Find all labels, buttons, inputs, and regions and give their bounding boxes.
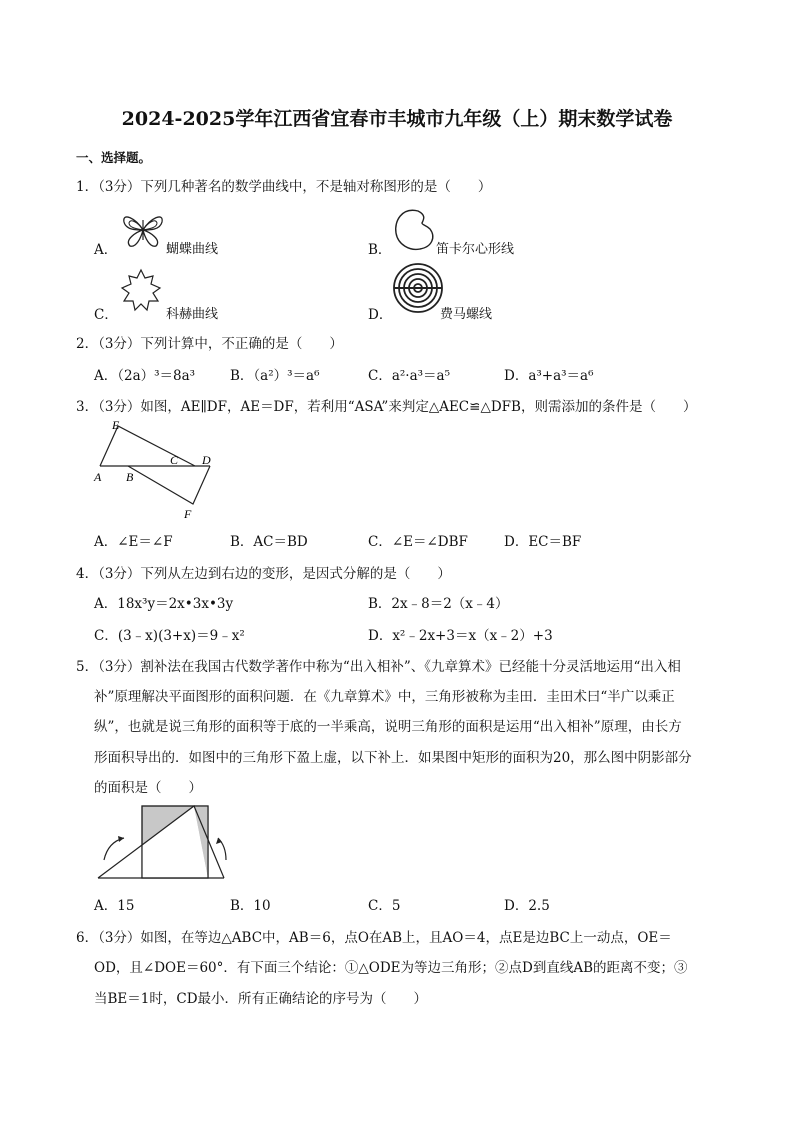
q1-option-b-letter: B． (368, 242, 392, 258)
q3-triangle-figure (90, 416, 230, 522)
q1-option-a-letter: A． (94, 242, 118, 258)
q3-option-a: A．∠E＝∠F (94, 534, 173, 550)
q5-option-b: B．10 (230, 898, 271, 914)
question-5-line-3: 纵”，也就是说三角形的面积等于底的一半乘高，说明三角形的面积是运用“出入相补”原理，由长方 (94, 719, 682, 735)
question-3-stem: 3．（3分）如图，AE∥DF，AE＝DF，若利用“ASA”来判定△AEC≌△DFB，则需添加的条件是（ ） (76, 399, 697, 415)
q4-option-d: D．x²﹣2x+3＝x（x﹣2）+3 (368, 628, 553, 644)
koch-curve-icon (118, 268, 164, 314)
question-5-line-2: 补”原理解决平面图形的面积问题．在《九章算术》中，三角形被称为圭田．圭田术曰“半广以乘正 (94, 689, 675, 705)
q1-option-a-caption: 蝴蝶曲线 (166, 242, 219, 257)
q3-label-f: F (184, 507, 192, 521)
q3-label-d: D (202, 453, 211, 467)
question-5-line-5: 的面积是（ ） (94, 780, 202, 796)
question-6-line-3: 当BE＝1时，CD最小．所有正确结论的序号为（ ） (94, 991, 428, 1007)
q1-option-c-letter: C． (94, 307, 118, 323)
cardioid-icon (392, 205, 438, 253)
q3-label-a: A (94, 470, 102, 484)
q4-option-a: A．18x³y＝2x•3x•3y (94, 596, 234, 612)
q4-option-c: C．(3﹣x)(3+x)＝9﹣x² (94, 628, 245, 644)
question-5-line-4: 形面积导出的．如图中的三角形下盈上虚，以下补上．如果图中矩形的面积为20，那么图中阴影部分 (94, 750, 692, 766)
q3-label-c: C (170, 453, 179, 467)
q3-label-e: E (112, 418, 120, 432)
q2-option-b: B．（a²）³＝a⁶ (230, 368, 320, 384)
q5-option-a: A．15 (94, 898, 135, 914)
q5-option-c: C．5 (368, 898, 401, 914)
question-2-stem: 2．（3分）下列计算中，不正确的是（ ） (76, 336, 343, 352)
q1-option-d-caption: 费马螺线 (440, 307, 493, 322)
question-5-line-1: 5．（3分）割补法在我国古代数学著作中称为“出入相补”、《九章算术》已经能十分灵活地运用“出入相 (76, 659, 681, 675)
q2-option-c: C．a²·a³＝a⁵ (368, 368, 451, 384)
q5-option-d: D．2.5 (504, 898, 550, 914)
q2-option-d: D．a³+a³＝a⁶ (504, 368, 594, 384)
butterfly-curve-icon (118, 210, 168, 250)
q1-option-d-letter: D． (368, 307, 393, 323)
section-heading: 一、选择题。 (76, 150, 152, 165)
q2-option-a: A．（2a）³＝8a³ (94, 368, 196, 384)
q3-option-b: B．AC＝BD (230, 534, 308, 550)
question-6-line-1: 6．（3分）如图，在等边△ABC中，AB＝6，点O在AB上，且AO＝4，点E是边BC上一动点，OE＝ (76, 930, 672, 946)
question-1-stem: 1．（3分）下列几种著名的数学曲线中，不是轴对称图形的是（ ） (76, 179, 492, 195)
question-4-stem: 4．（3分）下列从左边到右边的变形，是因式分解的是（ ） (76, 566, 451, 582)
page-title: 2024-2025学年江西省宜春市丰城市九年级（上）期末数学试卷 (121, 108, 673, 130)
q1-option-c-caption: 科赫曲线 (166, 307, 219, 322)
question-6-line-2: OD，且∠DOE＝60°．有下面三个结论：①△ODE为等边三角形；②点D到直线AB的距离不变；③ (94, 960, 688, 976)
q5-rectangle-figure (94, 802, 234, 882)
fermat-spiral-icon (392, 262, 444, 314)
q3-label-b: B (126, 470, 134, 484)
q3-option-c: C．∠E＝∠DBF (368, 534, 468, 550)
q4-option-b: B．2x﹣8＝2（x﹣4） (368, 596, 509, 612)
q3-option-d: D．EC＝BF (504, 534, 582, 550)
q1-option-b-caption: 笛卡尔心形线 (436, 242, 515, 257)
